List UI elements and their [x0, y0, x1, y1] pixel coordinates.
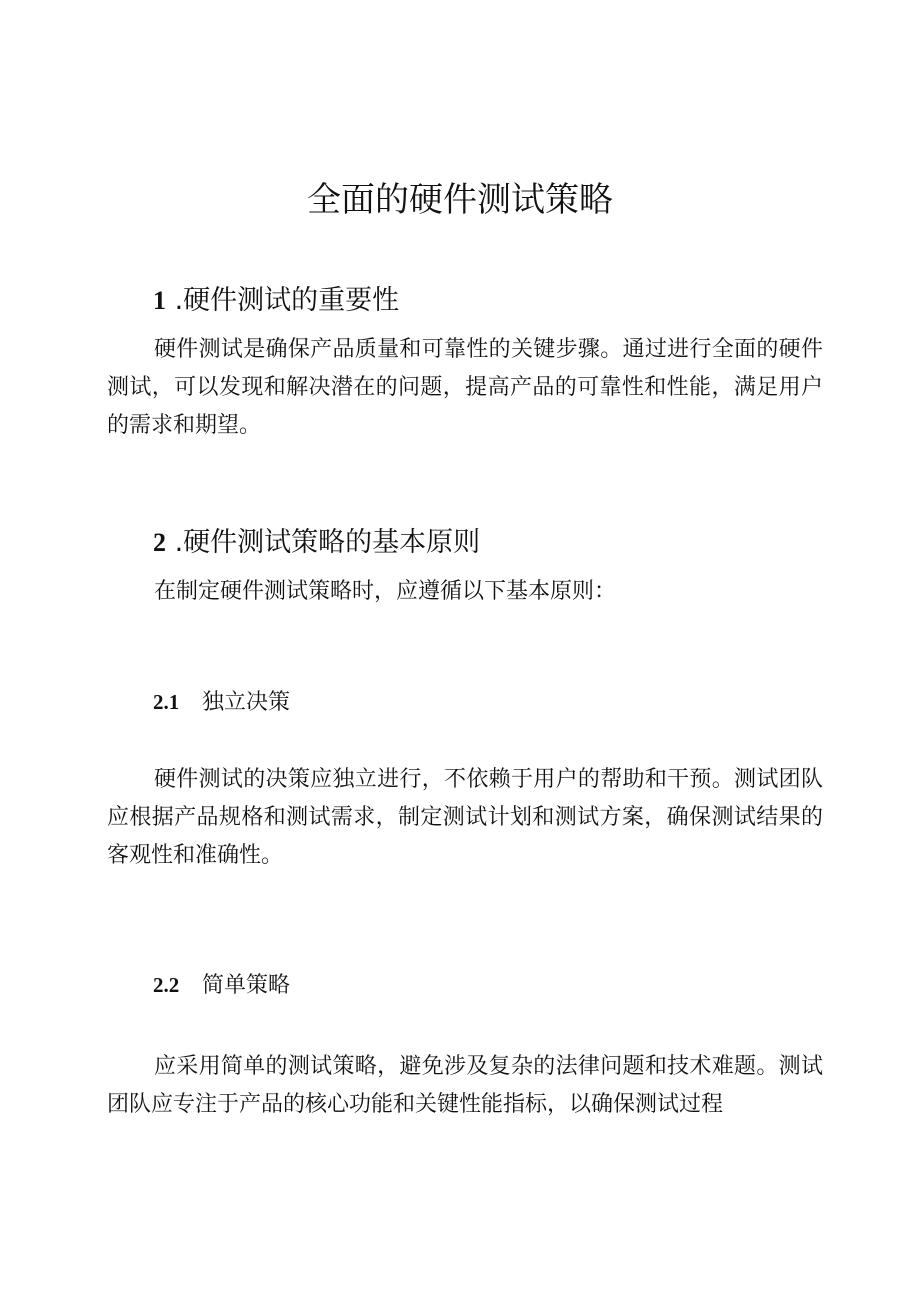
section-1-paragraph: 硬件测试是确保产品质量和可靠性的关键步骤。通过进行全面的硬件测试，可以发现和解决潜在的问题，提高产品的可靠性和性能，满足用户的需求和期望。: [107, 337, 823, 438]
subsection-2-1-paragraph: 硬件测试的决策应独立进行，不依赖于用户的帮助和干预。测试团队应根据产品规格和测试需求，制定测试计划和测试方案，确保测试结果的客观性和准确性。: [107, 767, 823, 868]
section-2-number: 2: [153, 528, 166, 557]
subsection-2-1-number: 2.1: [153, 690, 180, 714]
subsection-2-2-number: 2.2: [153, 973, 180, 997]
section-1-heading: [153, 283, 399, 319]
section-2-paragraph: 在制定硬件测试策略时，应遵循以下基本原则：: [154, 579, 617, 604]
section-2-heading: [153, 525, 480, 561]
subsection-2-1-title: 独立决策: [202, 690, 291, 715]
document-title: 全面的硬件测试策略: [307, 180, 613, 220]
subsection-2-1-heading: [153, 687, 290, 718]
section-1-title: .硬件测试的重要性: [174, 285, 400, 316]
subsection-2-2-title: 简单策略: [202, 973, 291, 998]
section-1-number: 1: [153, 286, 166, 315]
subsection-2-2-heading: [153, 970, 290, 1001]
subsection-2-2-paragraph: 应采用简单的测试策略，避免涉及复杂的法律问题和技术难题。测试团队应专注于产品的核心功能和关键性能指标，以确保测试过程: [107, 1054, 823, 1117]
section-2-title: .硬件测试策略的基本原则: [174, 527, 481, 558]
